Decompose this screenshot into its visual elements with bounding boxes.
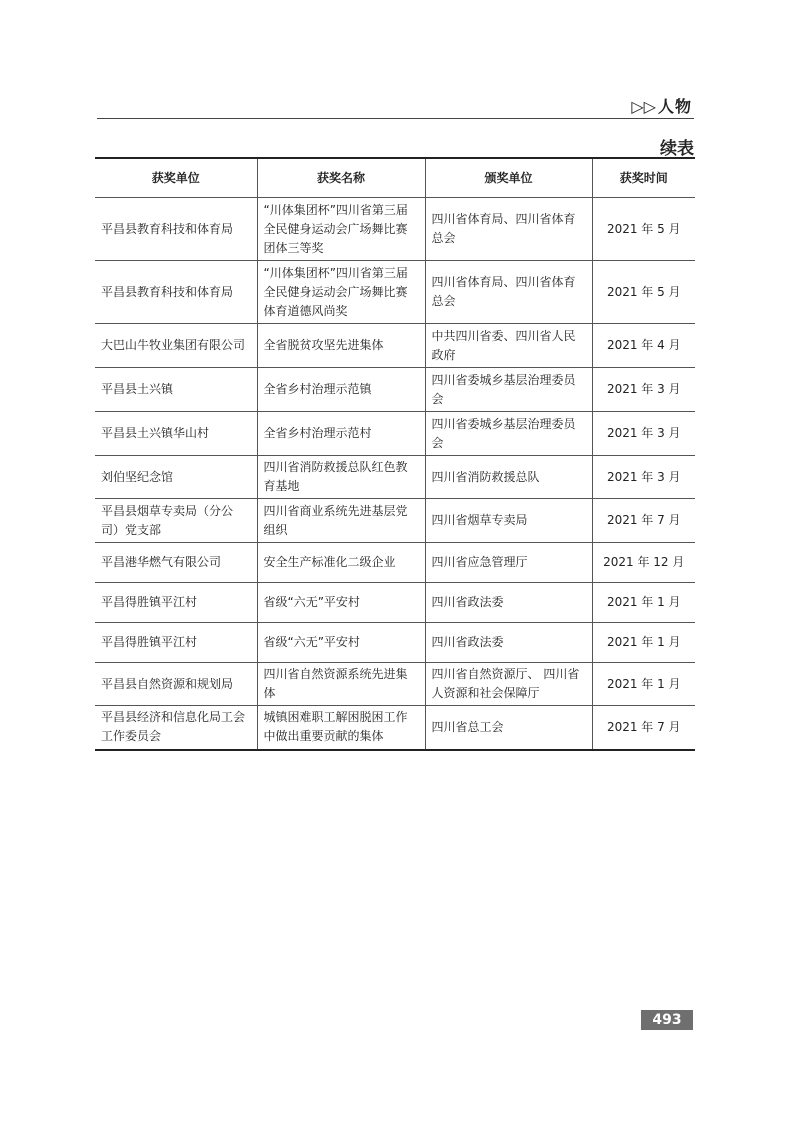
cell-unit: 平昌得胜镇平江村 (95, 583, 257, 623)
table-row (95, 324, 695, 368)
cell-unit: 大巴山牛牧业集团有限公司 (95, 324, 257, 368)
table-row (95, 456, 695, 499)
cell-issuer: 中共四川省委、四川省人民政府 (425, 324, 592, 368)
cell-date: 2021 年 5 月 (592, 261, 695, 324)
table-row (95, 543, 695, 583)
cell-award: 全省乡村治理示范村 (257, 412, 425, 456)
cell-award: 四川省消防救援总队红色教育基地 (257, 456, 425, 499)
cell-issuer: 四川省总工会 (425, 706, 592, 750)
cell-date: 2021 年 4 月 (592, 324, 695, 368)
table-row (95, 412, 695, 456)
cell-award: “川体集团杯”四川省第三届全民健身运动会广场舞比赛团体三等奖 (257, 198, 425, 261)
cell-date: 2021 年 1 月 (592, 583, 695, 623)
table-row (95, 499, 695, 543)
cell-unit: 平昌县烟草专卖局（分公司）党支部 (95, 499, 257, 543)
cell-issuer: 四川省委城乡基层治理委员会 (425, 412, 592, 456)
cell-issuer: 四川省体育局、四川省体育总会 (425, 261, 592, 324)
col-header-unit: 获奖单位 (95, 158, 257, 198)
cell-unit: 刘伯坚纪念馆 (95, 456, 257, 499)
cell-issuer: 四川省政法委 (425, 583, 592, 623)
running-header (97, 92, 694, 119)
cell-date: 2021 年 7 月 (592, 706, 695, 750)
cell-unit: 平昌县教育科技和体育局 (95, 198, 257, 261)
cell-award: 城镇困难职工解困脱困工作中做出重要贡献的集体 (257, 706, 425, 750)
cell-award: 全省乡村治理示范镇 (257, 368, 425, 412)
table-row (95, 583, 695, 623)
cell-unit: 平昌港华燃气有限公司 (95, 543, 257, 583)
cell-issuer: 四川省体育局、四川省体育总会 (425, 198, 592, 261)
cell-unit: 平昌县自然资源和规划局 (95, 663, 257, 706)
table-row (95, 368, 695, 412)
cell-unit: 平昌县经济和信息化局工会工作委员会 (95, 706, 257, 750)
awards-table (95, 157, 695, 751)
cell-date: 2021 年 3 月 (592, 412, 695, 456)
table-row (95, 261, 695, 324)
cell-issuer: 四川省消防救援总队 (425, 456, 592, 499)
table-row (95, 623, 695, 663)
cell-award: 四川省商业系统先进基层党组织 (257, 499, 425, 543)
cell-date: 2021 年 3 月 (592, 456, 695, 499)
table-row (95, 706, 695, 750)
cell-unit: 平昌县土兴镇华山村 (95, 412, 257, 456)
section-name: 人物 (657, 97, 692, 116)
continued-label: 续表 (660, 139, 694, 159)
cell-date: 2021 年 1 月 (592, 623, 695, 663)
cell-date: 2021 年 12 月 (592, 543, 695, 583)
section-title (631, 94, 692, 117)
cell-unit: 平昌得胜镇平江村 (95, 623, 257, 663)
cell-issuer: 四川省应急管理厅 (425, 543, 592, 583)
cell-date: 2021 年 3 月 (592, 368, 695, 412)
cell-date: 2021 年 7 月 (592, 499, 695, 543)
table-row (95, 198, 695, 261)
col-header-issuer: 颁奖单位 (425, 158, 592, 198)
cell-date: 2021 年 1 月 (592, 663, 695, 706)
table-header-row (95, 158, 695, 198)
col-header-award: 获奖名称 (257, 158, 425, 198)
cell-issuer: 四川省委城乡基层治理委员会 (425, 368, 592, 412)
cell-award: 四川省自然资源系统先进集体 (257, 663, 425, 706)
cell-issuer: 四川省烟草专卖局 (425, 499, 592, 543)
table-row (95, 663, 695, 706)
cell-award: “川体集团杯”四川省第三届全民健身运动会广场舞比赛体育道德风尚奖 (257, 261, 425, 324)
cell-award: 省级“六无”平安村 (257, 583, 425, 623)
cell-unit: 平昌县土兴镇 (95, 368, 257, 412)
page-number: 493 (641, 1010, 693, 1030)
section-arrows: ▷▷ (631, 97, 656, 116)
cell-award: 全省脱贫攻坚先进集体 (257, 324, 425, 368)
cell-issuer: 四川省自然资源厅、 四川省人资源和社会保障厅 (425, 663, 592, 706)
cell-date: 2021 年 5 月 (592, 198, 695, 261)
cell-issuer: 四川省政法委 (425, 623, 592, 663)
cell-award: 安全生产标准化二级企业 (257, 543, 425, 583)
cell-award: 省级“六无”平安村 (257, 623, 425, 663)
cell-unit: 平昌县教育科技和体育局 (95, 261, 257, 324)
col-header-date: 获奖时间 (592, 158, 695, 198)
